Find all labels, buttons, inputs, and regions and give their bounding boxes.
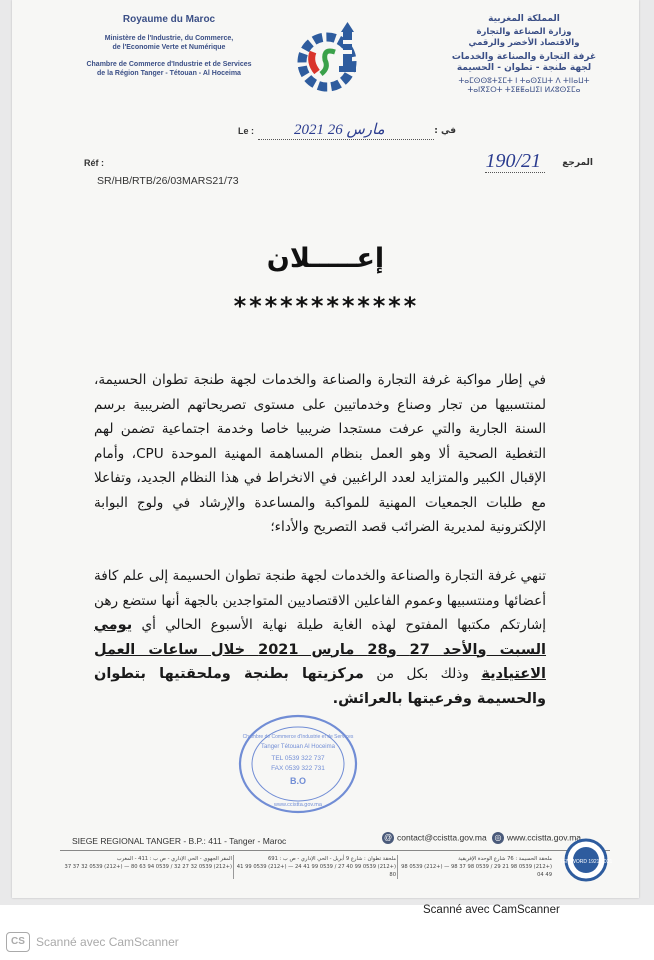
chamber-ar-line1: غرفة التجارة والصناعة والخدمات [451, 52, 597, 62]
tetouan-line2: (+212) 0539 99 40 27 / 0539 99 41 24 — (+212) 0539 99 41 80 [236, 864, 396, 878]
date-dotted-line [258, 139, 434, 140]
date-label-fr: Le : [238, 126, 255, 136]
official-stamp [236, 712, 360, 816]
kingdom-fr: Royaume du Maroc [122, 14, 216, 25]
footer-address-tetouan [236, 855, 396, 879]
announcement-title: إعـــــلان [266, 243, 385, 274]
footer-address-hoceima [400, 855, 552, 879]
ref-code: SR/HB/RTB/26/03MARS21/73 [97, 175, 239, 187]
ministry-ar [439, 27, 609, 49]
chamber-fr-line1: Chambre de Commerce d'Industrie et de Services [86, 61, 252, 68]
date-label-ar: : في [434, 126, 456, 136]
stamp-line4: FAX 0539 322 731 [271, 765, 325, 772]
globe-icon: ◎ [492, 832, 504, 844]
date-line [238, 124, 456, 144]
ministry-ar-line1: وزارة الصناعة والتجارة [476, 27, 572, 37]
ref-dotted-line [485, 172, 545, 173]
paragraph-2 [94, 564, 546, 711]
footer-separator [397, 855, 398, 879]
camscanner-note: Scanné avec CamScanner [423, 904, 560, 916]
ref-handwritten: 190/21 [485, 150, 541, 172]
tanger-line1: المقر الجهوي - الحي الإداري - ص ب : 411 - المغرب [116, 856, 232, 862]
stamp-line1: Chambre de Commerce d'Industrie et de Services [242, 734, 354, 740]
chamber-ar [439, 52, 609, 74]
header-arabic [439, 14, 609, 94]
ref-label-fr: Réf : [84, 158, 104, 168]
ministry-ar-line2: والاقتصاد الأخضر والرقمي [468, 38, 580, 48]
kingdom-ar: المملكة المغربية [488, 14, 560, 24]
footer-address-tanger [36, 855, 232, 871]
chamber-logo [295, 18, 365, 96]
footer-contact-bar [60, 828, 610, 851]
camscanner-watermark [6, 932, 179, 952]
tetouan-line1: ملحقة تطوان : شارع 9 أبريل - الحي الإداري - ص ب : 691 [267, 856, 396, 862]
paragraph-1: في إطار مواكبة غرفة التجارة والصناعة والخدمات لجهة طنجة تطوان الحسيمة، لمنتسبيها من تجار وصناع وخدماتيين على مستوى تصريحاتهم الضريبية برسم السنة الجارية والتي عرفت مستجدا ضريبيا خاصا وخدمة اجتماعية تضمن لهم التغطية الصحية ألا وهو العمل بنظام المساهمة المهنية الموحدة CPU، وأمام الإقبال الكبير والمتزايد لعدد الراغبين في الانخراط في هذا النظام الجديد، وتفاعلا مع طلبات الجمعيات المهنية للمواكبة والمساعدة والإرشاد في ولوج البوابة الإلكترونية لمديرية الضرائب قصد التصريح والأداء؛ [94, 372, 546, 535]
footer-email-text: contact@ccistta.gov.ma [397, 832, 487, 843]
stamp-site: www.ccistta.gov.ma [274, 802, 322, 808]
header-french [74, 14, 264, 78]
ref-label-ar: المرجع [562, 158, 593, 168]
paragraph-2-locations: مركزيتها بطنجة وملحقتيها بتطوان والحسيمة وفرعيتها بالعرائش. [94, 666, 546, 707]
stamp-line5: B.O [289, 776, 307, 786]
anniversary-badge [559, 838, 613, 882]
footer-siege: SIEGE REGIONAL TANGER - B.P.: 411 - Tanger - Maroc [72, 836, 287, 846]
footer-separator [233, 855, 234, 879]
hoceima-line1: ملحقة الحسيمة : 76 شارع الوحدة الإفريقية [458, 856, 552, 862]
ministry-fr-line2: de l'Economie Verte et Numérique [112, 44, 226, 51]
tifinagh-line1: ⵜⴰⵎⵙⵙⵓⵜⵉⵎⵜ ⵏ ⵜⴰⵙⵉⵡⵜ ⴷ ⵜⵏⵏⴰⵡⵜ [458, 76, 590, 85]
camscanner-logo-icon: CS [6, 932, 30, 952]
letter-page [12, 0, 639, 898]
ministry-fr-line1: Ministère de l'Industrie, du Commerce, [104, 35, 234, 42]
chamber-fr-line2: de la Région Tanger - Tétouan - Al Hoceima [97, 70, 241, 77]
tifinagh-text [439, 76, 609, 94]
camscanner-watermark-text: Scanné avec CamScanner [36, 935, 179, 949]
chamber-ar-line2: لجهة طنجة - تطوان - الحسيمة [456, 63, 592, 73]
stamp-line2: Tanger Tétouan Al Hoceima [261, 744, 335, 750]
tanger-line2: (+212) 0539 32 27 32 / 0539 94 63 80 — (+212) 0539 32 37 37 [64, 864, 232, 870]
stamp-line3: TEL 0539 322 737 [271, 755, 325, 762]
hoceima-line2: (+212) 0539 98 21 29 / 0539 98 37 98 — (+212) 0539 98 49 04 [401, 864, 552, 878]
paragraph-2-middle: وذلك بكل من [376, 666, 469, 682]
date-value: 2021 مارس 26 [294, 122, 385, 138]
ministry-fr [74, 34, 264, 52]
footer-email[interactable] [382, 832, 487, 844]
chamber-fr [74, 60, 264, 78]
badge-text: TEN WORD 1921-2021 [559, 859, 613, 865]
title-stars: ************ [232, 292, 419, 320]
paragraph-2-intro: تنهي غرفة التجارة والصناعة والخدمات لجهة طنجة تطوان الحسيمة إلى علم كافة أعضائها ومنتسبيها وعموم الفاعلين الاقتصاديين المتواجدين بالجهة أنها ستضع رهن إشارتكم مكتبها المفتوح لهذه الغاية طيلة نهاية الأسبوع الحالي أي [94, 568, 546, 633]
tifinagh-line2: ⵜⴰⵏⴳⵉⵔⵜ ⵜⵉⵟⵟⴰⵡⵉⵏ ⵍⵃⵓⵙⵉⵎⴰ [467, 85, 581, 94]
email-icon: @ [383, 833, 393, 842]
paragraph-2-dates: يومي السبت والأحد 27 و28 مارس 2021 خلال ساعات العمل الاعتيادية [94, 617, 547, 682]
footer-website-text: www.ccistta.gov.ma [507, 832, 582, 843]
